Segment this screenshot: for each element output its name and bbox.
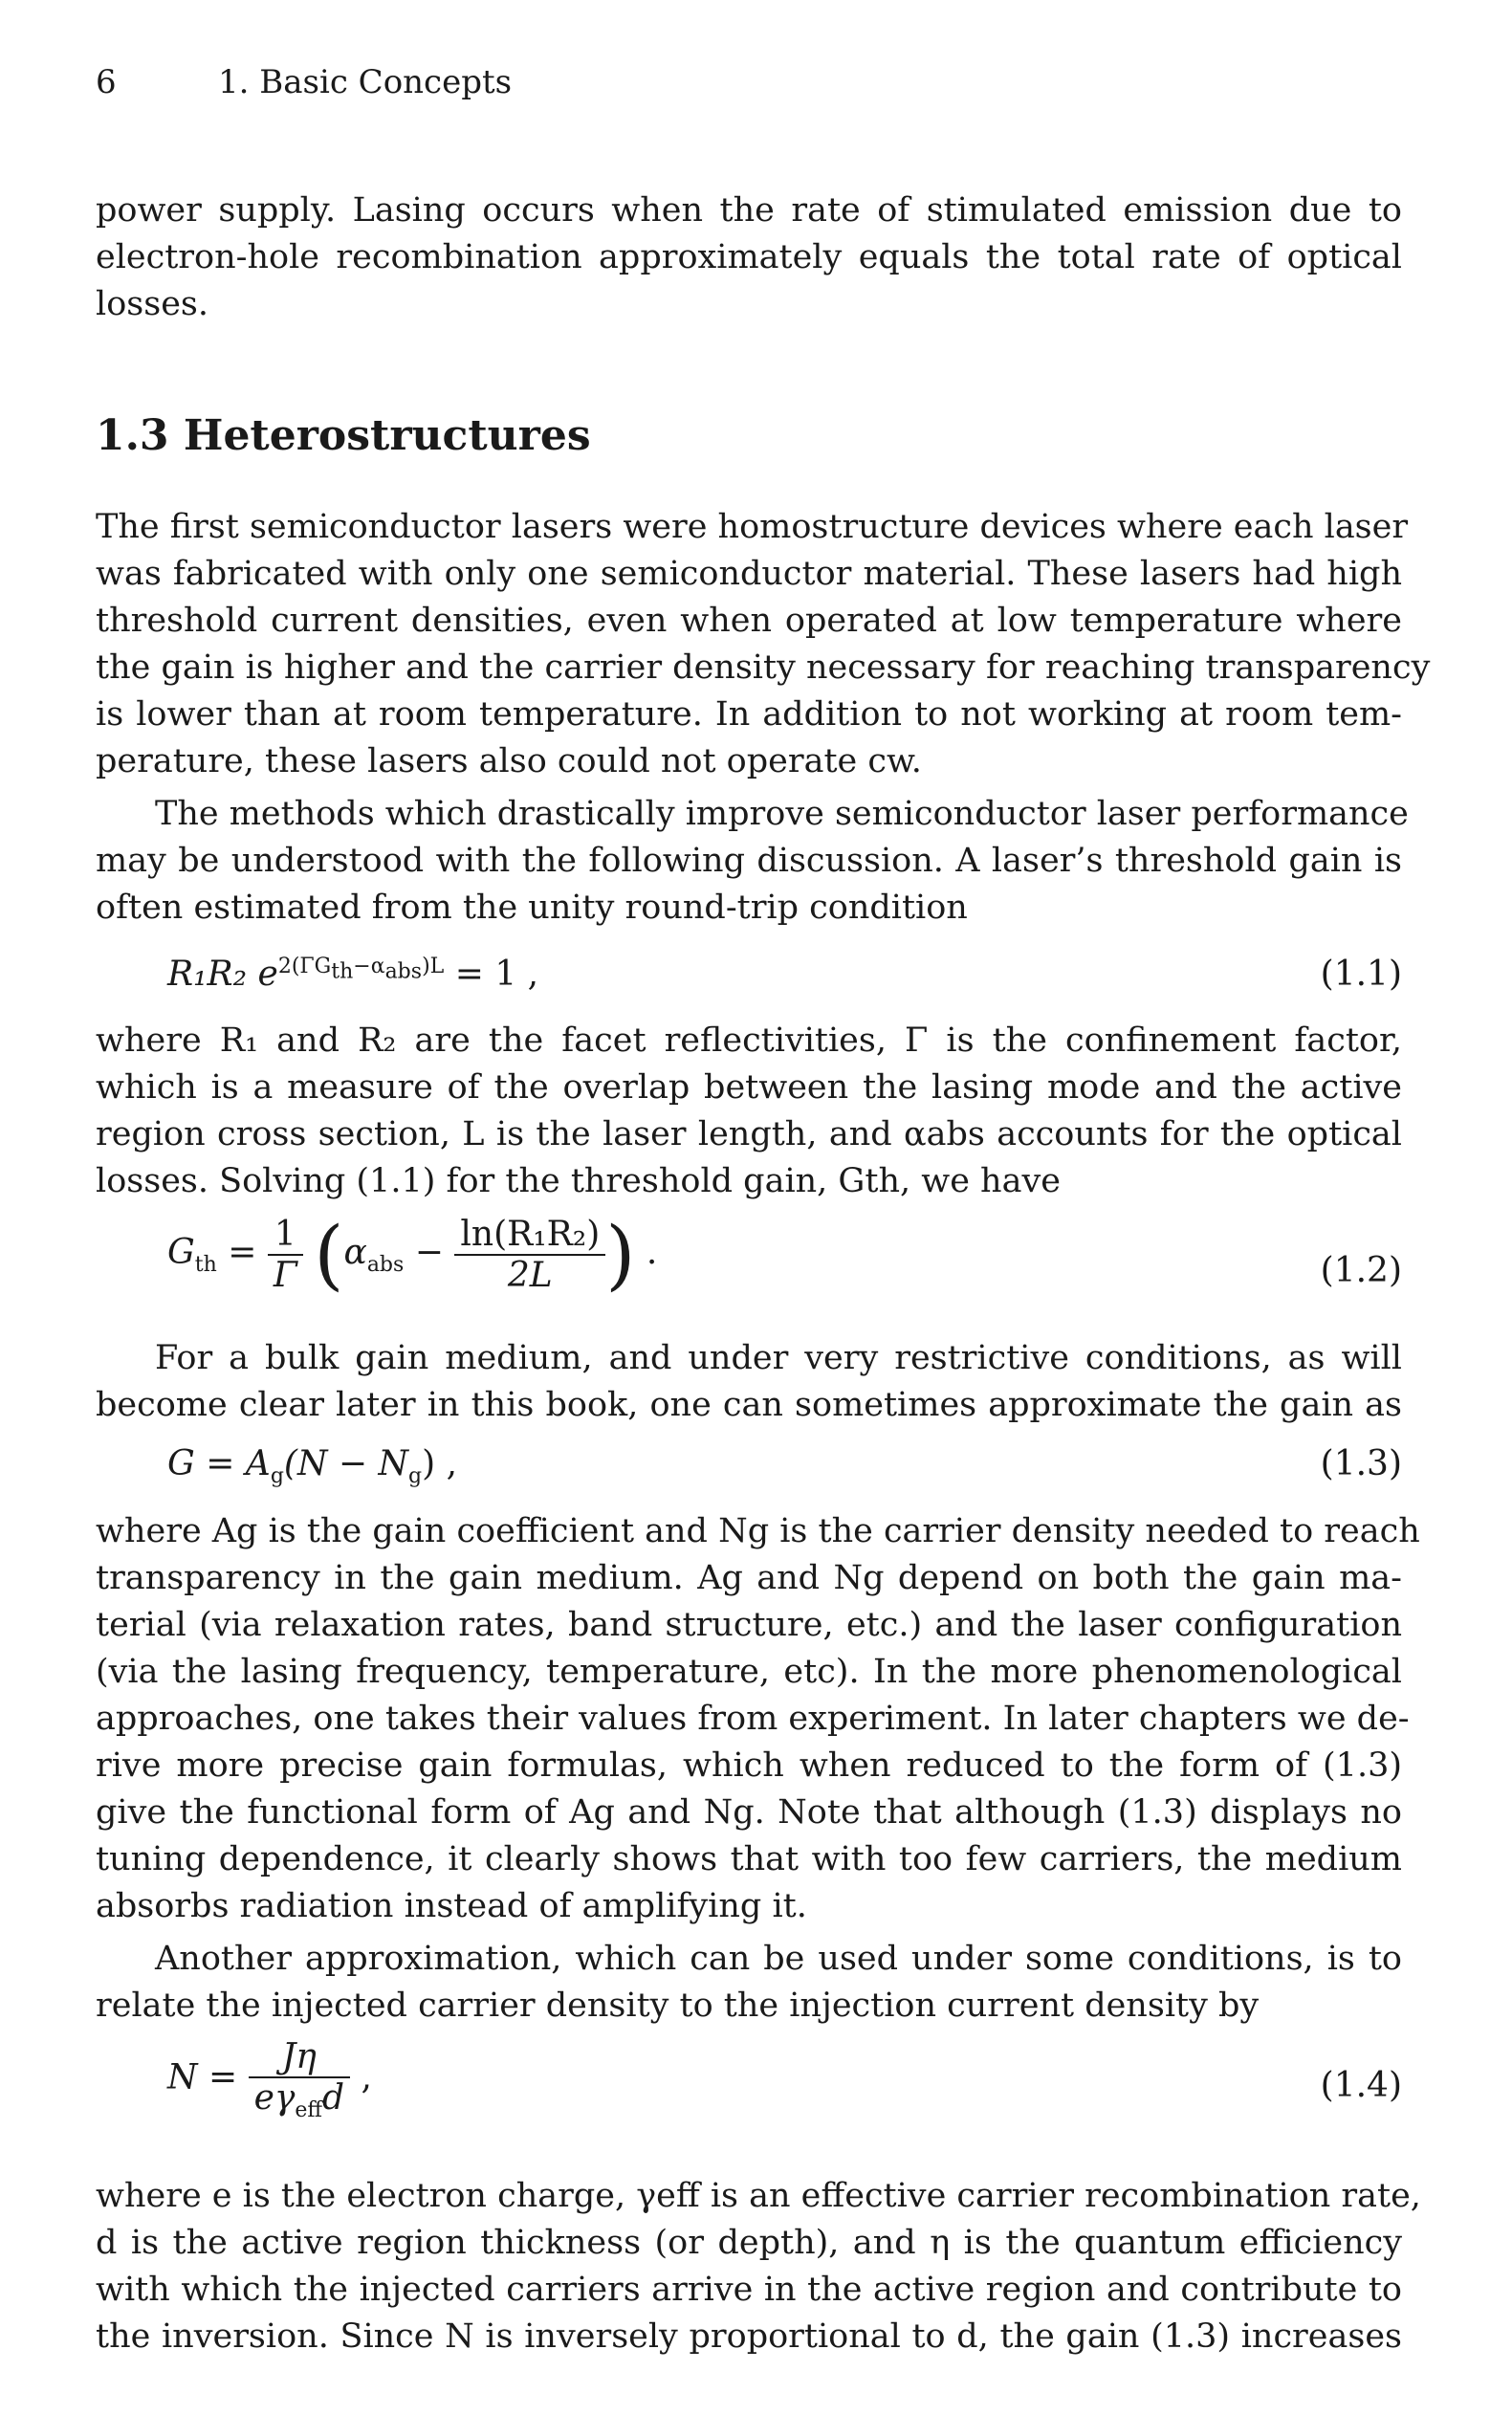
eq1-exp-tail: )L: [422, 955, 445, 978]
paragraph-5: [96, 1508, 1420, 1930]
text-line: (via the lasing frequency, temperature, etc). In the more phenomenological: [96, 1653, 1402, 1691]
eq4-num: Jη: [249, 2037, 351, 2078]
eq1-exp-rest: −α: [353, 955, 385, 978]
equation-1-3: [96, 1435, 1402, 1502]
equation-1-4: [96, 2028, 1402, 2142]
paragraph-7: [96, 2173, 1421, 2360]
paragraph-3: [96, 1018, 1402, 1205]
equation-number: (1.2): [1320, 1251, 1402, 1290]
eq1-exp: 2(ΓG: [277, 955, 332, 978]
text-line: For a bulk gain medium, and under very restrictive conditions, as will: [155, 1339, 1402, 1377]
equation-number: (1.4): [1320, 2066, 1402, 2105]
text-line: perature, these lasers also could not operate cw.: [96, 742, 922, 780]
eq2-fraction-2: [454, 1215, 605, 1295]
text-line: Another approximation, which can be used under some conditions, is to: [155, 1940, 1402, 1978]
equation-number: (1.1): [1320, 955, 1402, 994]
paragraph-top: [96, 187, 1402, 328]
text-line: approaches, one takes their values from experiment. In later chapters we de-: [96, 1700, 1410, 1738]
text-line: absorbs radiation instead of amplifying it.: [96, 1887, 807, 1925]
eq3-mid: (N − N: [283, 1444, 409, 1483]
eq1-exp-sub: th: [331, 959, 354, 984]
eq2-lhs-sub: th: [194, 1253, 217, 1278]
eq1-lhs: R₁R₂ e: [167, 955, 278, 994]
text-line: the gain is higher and the carrier density necessary for reaching transparency: [96, 648, 1431, 687]
text-line: d is the active region thickness (or depth), and η is the quantum efficiency: [96, 2224, 1402, 2262]
paragraph-2: [96, 791, 1409, 932]
eq2-f1-den: Γ: [273, 1256, 297, 1295]
text-line: may be understood with the following discussion. A laser’s threshold gain is: [96, 842, 1402, 880]
eq2-f2-den: 2L: [507, 1256, 553, 1295]
eq3-a: G = A: [167, 1444, 271, 1483]
paragraph-1: [96, 504, 1431, 785]
eq2-end: .: [635, 1233, 658, 1272]
text-line: where Ag is the gain coefficient and Ng is the carrier density needed to reach: [96, 1512, 1420, 1550]
eq2-f2-num: ln(R₁R₂): [454, 1215, 605, 1256]
text-line: The first semiconductor lasers were homostructure devices where each laser: [96, 508, 1409, 546]
text-line: often estimated from the unity round-trip condition: [96, 889, 968, 927]
text-line: relate the injected carrier density to the injection current density by: [96, 1987, 1260, 2025]
text-line: terial (via relaxation rates, band structure, etc.) and the laser configuration: [96, 1606, 1402, 1644]
eq2-f1-num: 1: [268, 1215, 303, 1256]
eq1-rhs: = 1 ,: [444, 955, 539, 994]
text-line: tuning dependence, it clearly shows that with too few carriers, the medium: [96, 1840, 1402, 1878]
equation-1-2: $G_{th}$ = $\frac{1}{\Gamma}$ ($\alpha_{abs}$ − $\frac{\text{ln(R₁R₂)}}{2L}$ ) . (1.2): [167, 1210, 1402, 1299]
text-line: is lower than at room temperature. In addition to not working at room tem-: [96, 695, 1402, 734]
paragraph-6: [96, 1936, 1402, 2030]
section-heading: 1.3 Heterostructures: [96, 411, 591, 460]
text-line: transparency in the gain medium. Ag and Ng depend on both the gain ma-: [96, 1559, 1402, 1597]
text-line: which is a measure of the overlap between the lasing mode and the active: [96, 1068, 1402, 1107]
eq2-alpha: α: [343, 1233, 367, 1272]
eq4-den-a: eγ: [253, 2078, 296, 2118]
eq2-lhs: G: [167, 1233, 195, 1272]
chapter-title: 1. Basic Concepts: [218, 63, 513, 101]
eq2-fraction-1: [268, 1215, 303, 1295]
eq2-equals: =: [216, 1233, 268, 1272]
eq3-s1: g: [270, 1464, 284, 1489]
eq3-s2: g: [408, 1464, 423, 1489]
eq4-den-sub: eff: [295, 2098, 323, 2123]
text-line: threshold current densities, even when operated at low temperature where: [96, 602, 1402, 640]
page-number: 6: [96, 63, 117, 101]
eq4-den-b: d: [322, 2078, 345, 2118]
text-line: where R₁ and R₂ are the facet reflectivities, Γ is the confinement factor,: [96, 1021, 1402, 1060]
text-line: electron-hole recombination approximately equals the total rate of optical: [96, 238, 1402, 276]
eq1-exp-sub2: abs: [384, 959, 423, 984]
text-line: with which the injected carriers arrive in the active region and contribute to: [96, 2271, 1402, 2309]
text-line: rive more precise gain formulas, which when reduced to the form of (1.3): [96, 1746, 1402, 1785]
eq3-end: ) ,: [422, 1444, 458, 1483]
text-line: where e is the electron charge, γeff is an effective carrier recombination rate,: [96, 2177, 1421, 2215]
paragraph-4: [96, 1335, 1402, 1429]
text-line: was fabricated with only one semiconductor material. These lasers had high: [96, 555, 1402, 593]
text-line: losses. Solving (1.1) for the threshold gain, Gth, we have: [96, 1162, 1061, 1200]
text-line: losses.: [96, 285, 208, 323]
equation-number: (1.3): [1320, 1444, 1402, 1483]
eq4-fraction: [249, 2037, 351, 2122]
eq4-lhs: N =: [167, 2057, 249, 2097]
text-line: The methods which drastically improve semiconductor laser performance: [155, 795, 1409, 833]
text-line: become clear later in this book, one can sometimes approximate the gain as: [96, 1386, 1402, 1424]
eq4-end: ,: [350, 2057, 372, 2097]
text-line: power supply. Lasing occurs when the rate of stimulated emission due to: [96, 191, 1402, 230]
equation-1-1: [96, 947, 1402, 1014]
eq2-alpha-sub: abs: [366, 1253, 405, 1278]
text-line: the inversion. Since N is inversely proportional to d, the gain (1.3) increases: [96, 2317, 1402, 2356]
text-line: region cross section, L is the laser length, and αabs accounts for the optical: [96, 1115, 1402, 1153]
eq2-minus: −: [404, 1233, 455, 1272]
text-line: give the functional form of Ag and Ng. Note that although (1.3) displays no: [96, 1793, 1402, 1832]
